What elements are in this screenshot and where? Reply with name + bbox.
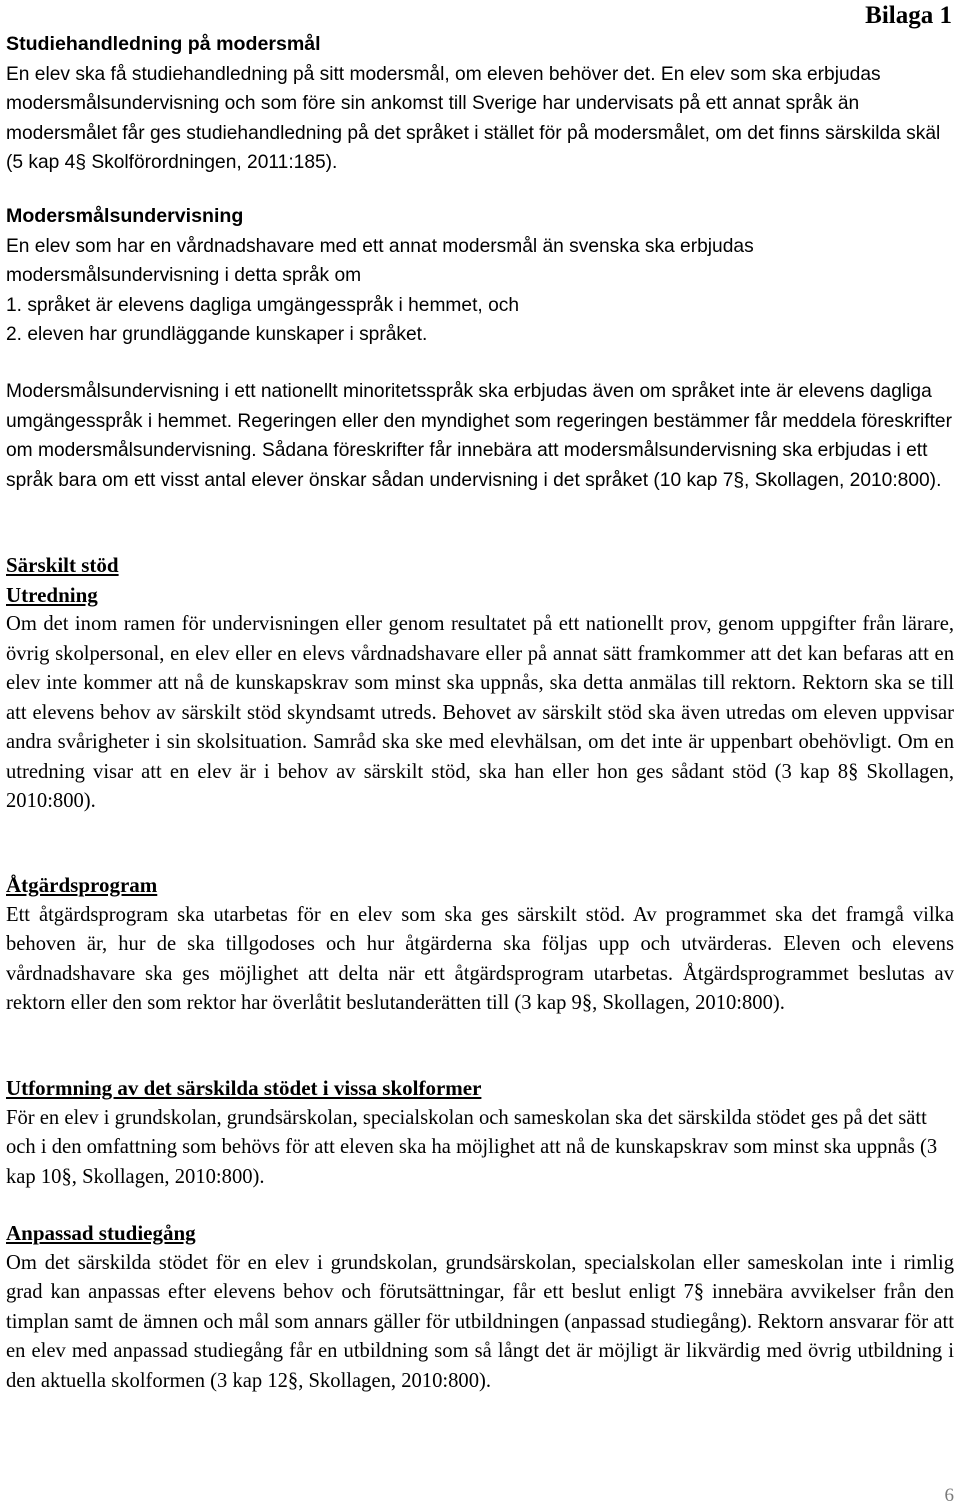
section-studiehandledning	[6, 30, 954, 178]
section-anpassad	[6, 1219, 954, 1396]
section-intro: En elev som har en vårdnadshavare med ett annat modersmål än svenska ska erbjudas modersmålsundervisning i detta språk om	[6, 235, 754, 286]
section-heading: Särskilt stöd	[6, 553, 119, 577]
list-item: 2. eleven har grundläggande kunskaper i språket.	[6, 324, 428, 345]
list-item: 1. språket är elevens dagliga umgängesspråk i hemmet, och	[6, 294, 520, 316]
section-body: En elev ska få studiehandledning på sitt modersmål, om eleven behöver det. En elev som ska erbjudas modersmålsundervisning och som före sin ankomst till Sverige har undervisats på ett annat språk än modersmålet får ges studiehandledning på det språket i stället för på modersmålet, om det finns särskilda skäl (5 kap 4§ Skolförordningen, 2011:185).	[6, 63, 941, 173]
section-heading: Utformning av det särskilda stödet i vissa skolformer	[6, 1076, 482, 1100]
section-heading: Modersmålsundervisning	[6, 205, 244, 227]
appendix-label: Bilaga 1	[865, 2, 952, 29]
section-heading: Studiehandledning på modersmål	[6, 33, 321, 55]
section-heading: Anpassad studiegång	[6, 1221, 196, 1245]
section-heading: Åtgärdsprogram	[6, 873, 158, 897]
section-atgardsprogram	[6, 871, 954, 1019]
section-modersmal-para2	[6, 377, 954, 495]
section-utformning	[6, 1074, 954, 1192]
section-body: Ett åtgärdsprogram ska utarbetas för en elev som ska ges särskilt stöd. Av programmet ska det framgå vilka behoven är, hur de ska tillgodoses och hur åtgärderna ska följas upp och utvärderas. Eleven och elevens vårdnadshavare ska ges möjlighet att delta när ett åtgärdsprogram utarbetas. Åtgärdsprogrammet beslutas av rektorn eller den som rektor har överlåtit beslutanderätten till (3 kap 9§, Skollagen, 2010:800).	[6, 903, 954, 1014]
page-number: 6	[944, 1485, 954, 1506]
section-modersmal	[6, 202, 954, 350]
section-subheading: Utredning	[6, 582, 98, 607]
section-body: Modersmålsundervisning i ett nationellt minoritetsspråk ska erbjudas även om språket inte är elevens dagliga umgängesspråk i hemmet. Regeringen eller den myndighet som regeringen bestämmer får meddela föreskrifter om modersmålsundervisning. Sådana föreskrifter får innebära att modersmålsundervisning ska erbjudas i ett språk bara om ett visst antal elever önskar sådan undervisning i det språket (10 kap 7§, Skollagen, 2010:800).	[6, 381, 952, 491]
section-body: För en elev i grundskolan, grundsärskolan, specialskolan och sameskolan ska det särskilda stödet ges på det sätt och i den omfattning som behövs för att eleven ska ha möjlighet att nå de kunskapskrav som minst ska uppnås (3 kap 10§, Skollagen, 2010:800).	[6, 1106, 938, 1188]
section-sarskilt-stod	[6, 551, 954, 817]
section-body: Om det särskilda stödet för en elev i grundskolan, grundsärskolan, specialskolan eller sameskolan inte i rimlig grad kan anpassas efter elevens behov och förutsättningar, får ett beslut enligt 7§ innebära avvikelser från den timplan samt de ämnen och mål som annars gäller för utbildningen (anpassad studiegång). Rektorn ansvarar för att en elev med anpassad studiegång får en utbildning som så långt det är möjligt är likvärdig med övrig utbildning i den aktuella skolformen (3 kap 12§, Skollagen, 2010:800).	[6, 1251, 954, 1392]
section-body: Om det inom ramen för undervisningen eller genom resultatet på ett nationellt prov, genom uppgifter från lärare, övrig skolpersonal, en elev eller en elevs vårdnadshavare eller på annat sätt framkommer att det kan befaras att en elev inte kommer att nå de kunskapskrav som minst ska uppnås, ska detta anmälas till rektorn. Rektorn ska se till att elevens behov av särskilt stöd skyndsamt utreds. Behovet av särskilt stöd ska även utredas om eleven uppvisar andra svårigheter i sin skolsituation. Samråd ska ske med elevhälsan, om det inte är uppenbart obehövligt. Om en utredning visar att en elev är i behov av särskilt stöd, ska han eller hon ges sådant stöd (3 kap 8§ Skollagen, 2010:800).	[6, 613, 954, 812]
